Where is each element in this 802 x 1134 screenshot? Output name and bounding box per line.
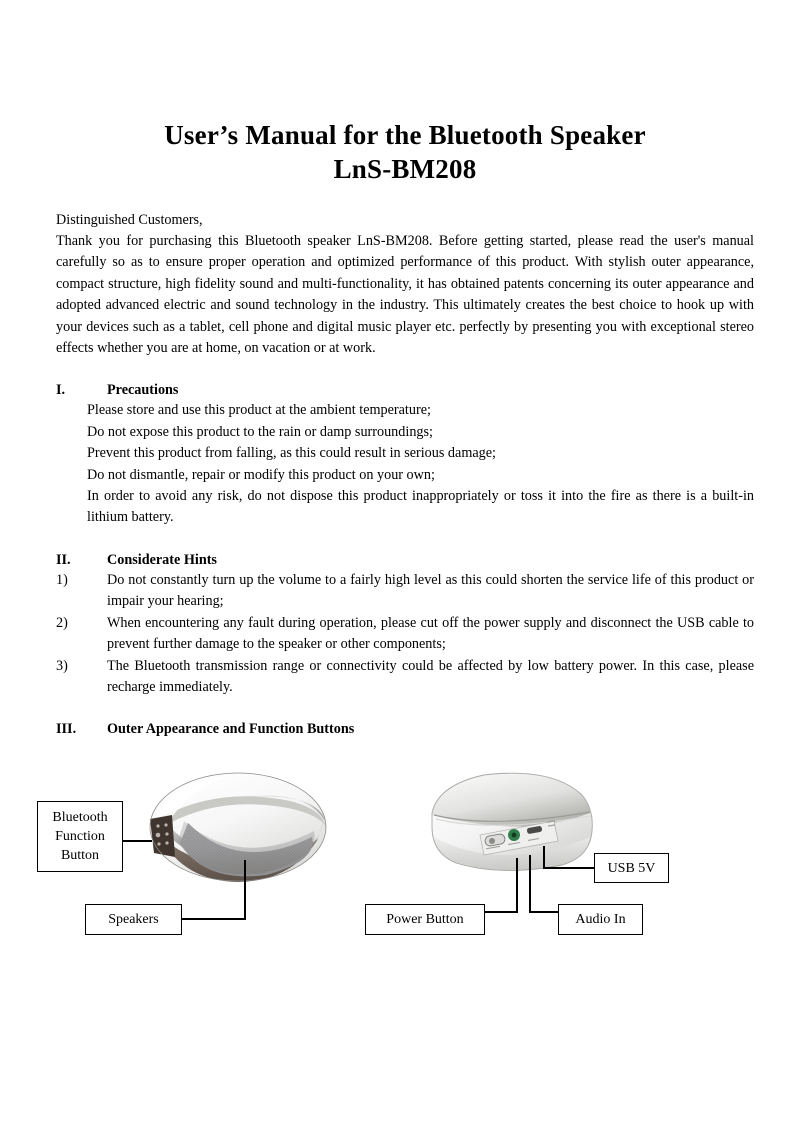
leader-power-vertical <box>516 858 518 912</box>
section-outer-appearance <box>56 719 754 739</box>
callout-usb-5v <box>594 853 669 883</box>
callout-label: Power Button <box>386 912 464 927</box>
section-hints-title: Considerate Hints <box>107 551 217 568</box>
list-item-marker: 2) <box>56 614 68 631</box>
list-item: In order to avoid any risk, do not dispose this product inappropriately or toss it into the fire as there is a built-in lithium battery. <box>87 488 754 526</box>
leader-audio-vertical <box>529 855 531 912</box>
callout-audio-in <box>558 904 643 935</box>
list-item-text: Do not constantly turn up the volume to a fairly high level as this could shorten the service life of this product or impair your hearing; <box>107 571 754 610</box>
speaker-rear-view-svg <box>422 765 600 883</box>
section-appearance-title: Outer Appearance and Function Buttons <box>107 721 355 738</box>
section-precautions-title: Precautions <box>107 382 179 399</box>
section-precautions-numeral: I. <box>56 382 66 399</box>
document-content <box>56 0 754 739</box>
speaker-front-view-image <box>142 765 330 885</box>
leader-power-horizontal <box>485 911 518 913</box>
callout-label: Audio In <box>575 912 626 927</box>
section-hints-heading <box>56 550 754 570</box>
precautions-list <box>56 400 754 528</box>
section-appearance-heading <box>56 719 754 739</box>
leader-bluetooth-function-button <box>123 840 152 842</box>
section-considerate-hints <box>56 550 754 698</box>
leader-audio-horizontal <box>529 911 559 913</box>
callout-line: Button <box>60 848 100 863</box>
callout-power-button <box>365 904 485 935</box>
callout-label: USB 5V <box>607 860 656 876</box>
callout-label: Speakers <box>108 912 159 927</box>
list-item: Please store and use this product at the ambient temperature; <box>87 402 431 419</box>
leader-usb-horizontal <box>543 867 595 869</box>
page-title <box>56 0 754 186</box>
leader-speakers-vertical <box>244 860 246 919</box>
callout-line: Bluetooth <box>52 810 108 825</box>
leader-speakers-horizontal <box>182 918 246 920</box>
list-item-text: When encountering any fault during operation, please cut off the power supply and disconnect the USB cable to prevent further damage to the speaker or other components; <box>107 614 754 653</box>
list-item <box>56 613 754 656</box>
section-precautions <box>56 380 754 528</box>
audio-in-jack-icon <box>508 829 520 841</box>
callout-speakers <box>85 904 182 935</box>
callout-bluetooth-function-button <box>37 801 123 872</box>
section-hints-numeral: II. <box>56 551 71 568</box>
page-title-line-2: LnS-BM208 <box>333 154 477 184</box>
list-item <box>56 656 754 699</box>
list-item: Prevent this product from falling, as this could result in serious damage; <box>87 445 496 462</box>
leader-usb-vertical <box>543 846 545 868</box>
list-item-marker: 1) <box>56 571 68 588</box>
list-item: Do not dismantle, repair or modify this product on your own; <box>87 466 435 483</box>
salutation: Distinguished Customers, <box>56 212 203 228</box>
intro-paragraph: Thank you for purchasing this Bluetooth speaker LnS-BM208. Before getting started, please read the user's manual carefully so as to ensure proper operation and optimized performance of this product. With stylish outer appearance, compact structure, high fidelity sound and multi-functionality, it has obtained patents concerning its outer appearance and adopted advanced electric and sound technology in the industry. This ultimately creates the best choice to hook up with your devices such as a tablet, cell phone and digital music player etc. perfectly by presenting you with exceptional stereo effects whether you are at home, on vacation or at work. <box>56 233 754 357</box>
section-appearance-numeral: III. <box>56 721 77 738</box>
list-item-text: The Bluetooth transmission range or connectivity could be affected by low battery power. In this case, please recharge immediately. <box>107 657 754 695</box>
product-diagram <box>0 755 802 955</box>
hints-list <box>56 570 754 698</box>
speaker-rear-view-image <box>422 765 600 883</box>
speaker-front-view-svg <box>142 765 330 885</box>
page-title-line-1: User’s Manual for the Bluetooth Speaker <box>164 120 646 150</box>
list-item-marker: 3) <box>56 657 68 674</box>
list-item: Do not expose this product to the rain or damp surroundings; <box>87 423 433 440</box>
list-item <box>56 570 754 613</box>
callout-line: Function <box>55 829 105 844</box>
section-precautions-heading <box>56 380 754 400</box>
